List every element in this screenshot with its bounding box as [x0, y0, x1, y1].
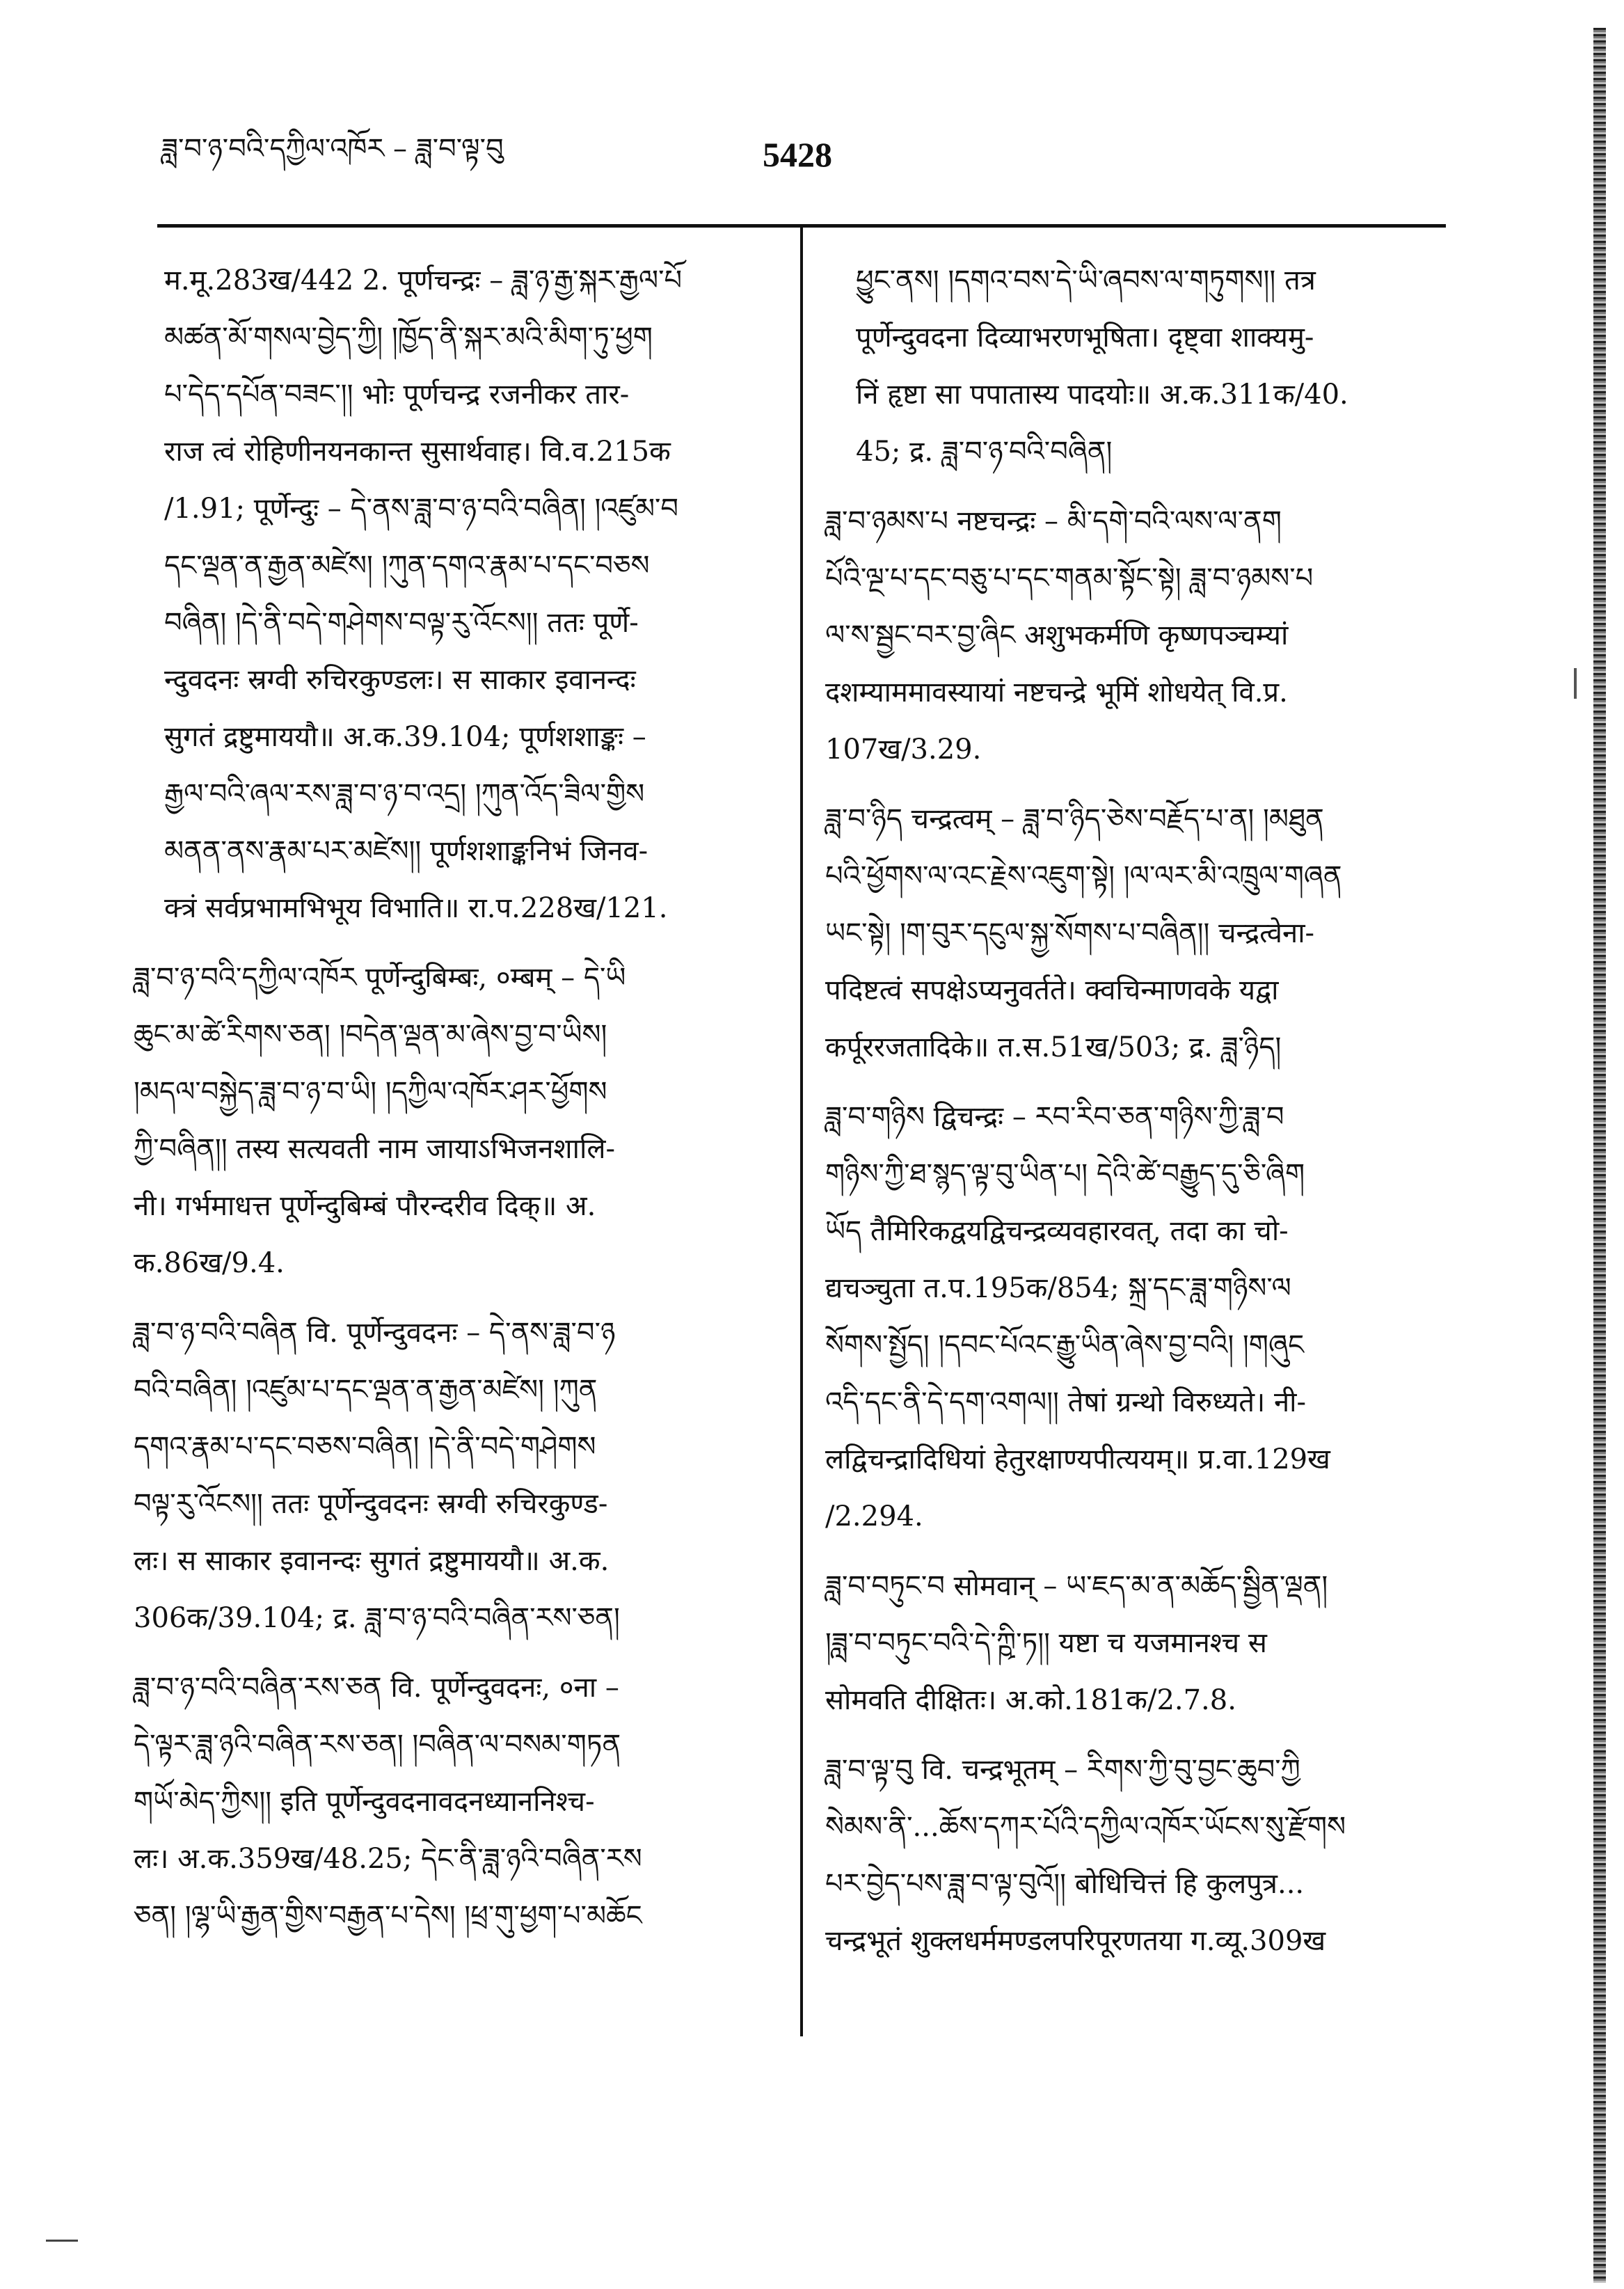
entry-line: /2.294.: [825, 1500, 923, 1532]
dictionary-entry: [825, 493, 1457, 778]
entry-line: ཟླ་བ་ཉ་བའི་བཞིན वि. पूर्णेन्दुवदनः – དེ་ནས་ཟླ་བ་ཉ: [134, 1317, 616, 1349]
entry-line: སོགས་སྤྱོད། །དབང་པོའང་རྒྱུ་ཡིན་ཞེས་བྱ་བའི། །གཞུང: [825, 1329, 1305, 1361]
page-number: 5428: [763, 135, 832, 174]
entry-line: པར་བྱེད་པས་ཟླ་བ་ལྟ་བུའོ།། बोधिचित्तं हि कुलपुत्र...: [825, 1868, 1305, 1900]
entry-line: ཟླ་བ་ཉམས་པ नष्टचन्द्रः – མི་དགེ་བའི་ལས་ལ་ནག: [825, 505, 1282, 537]
entry-line: དེ་ལྟར་ཟླ་ཉའི་བཞིན་རས་ཅན། །བཞིན་ལ་བསམ་གཏན: [134, 1729, 621, 1761]
entry-line: पदिष्टत्वं सपक्षेऽप्यनुवर्तते। क्वचिन्माणवके यद्वा: [825, 974, 1279, 1006]
entry-line: རྒྱལ་བའི་ཞལ་རས་ཟླ་བ་ཉ་བ་འདྲ། །ཀུན་འོད་ཟིལ་གྱིས: [164, 778, 645, 810]
entry-line: क्त्रं सर्वप्रभामभिभूय विभाति॥ रा.प.228ख/121.: [164, 892, 668, 924]
left-column: [134, 252, 772, 1957]
entry-line: लद्विचन्द्रादिधियां हेतुरक्षाण्यपीत्ययम्॥ प्र.वा.129ख: [825, 1443, 1330, 1475]
entry-line: ཟླ་བ་ཉ་བའི་དཀྱིལ་འཁོར पूर्णेन्दुबिम्बः, ०म्बम् – དེ་ཡི: [134, 962, 626, 994]
entry-line: ཟླ་བ་བཏུང་བ सोमवान् – ཡ་ཇད་མ་ན་མཆོད་སྦྱིན་ལྡན།: [825, 1570, 1328, 1602]
entry-line: कर्पूररजतादिके॥ त.स.51ख/503; द्र. ཟླ་ཉིད།: [825, 1031, 1282, 1063]
entry-line: राज त्वं रोहिणीनयनकान्त सुसार्थवाह। वि.व.215क: [164, 436, 671, 468]
entry-line: सोमवति दीक्षितः। अ.को.181क/2.7.8.: [825, 1684, 1236, 1716]
entry-line: སེམས་ནི་...ཆོས་དཀར་པོའི་དཀྱིལ་འཁོར་ཡོངས་སུ་རྫོགས: [825, 1811, 1346, 1843]
entry-line: མནན་ནས་རྣམ་པར་མཛེས།། पूर्णशशाङ्कनिभं जिनव-: [164, 835, 648, 867]
entry-line: གཉིས་ཀྱི་ཐ་སྙད་ལྟ་བུ་ཡིན་པ། དེའི་ཚེ་བརྒྱུད་དུ་ཅི་ཞིག: [825, 1158, 1305, 1190]
entry-line: ཟླ་བ་ཉ་བའི་བཞིན་རས་ཅན वि. पूर्णेन्दुवदनः, ०ना –: [134, 1672, 619, 1704]
entry-line: ཆུང་མ་ཚེ་རིགས་ཅན། །བདེན་ལྡན་མ་ཞེས་བྱ་བ་ཡིས།: [134, 1019, 607, 1051]
dictionary-entry: [825, 791, 1457, 1076]
entry-line: ལ་ས་སྦྱང་བར་བྱ་ཞིང अशुभकर्मणि कृष्णपञ्चम्यां: [825, 619, 1289, 651]
dictionary-entry: [825, 252, 1457, 480]
scanned-page-edge: [1593, 28, 1606, 2283]
entry-line: चन्द्रभूतं शुक्लधर्ममण्डलपरिपूरणतया ग.व्यू.309ख: [825, 1925, 1326, 1957]
entry-line: लः। स साकार इवानन्दः सुगतं द्रष्टुमाययौ॥ अ.क.: [134, 1545, 610, 1577]
entry-line: नी। गर्भमाधत्त पूर्णेन्दुबिम्बं पौरन्दरीव दिक्॥ अ.: [134, 1190, 596, 1222]
dictionary-entry: [134, 1304, 772, 1647]
entry-line: 306क/39.104; द्र. ཟླ་བ་ཉ་བའི་བཞིན་རས་ཅན།: [134, 1602, 620, 1634]
entry-line: ཡང་སྟེ། །ག་བུར་དངུལ་སྐྱ་སོགས་པ་བཞིན།། चन्द्रत्वेना-: [825, 917, 1315, 949]
dictionary-entry: [134, 252, 772, 937]
entry-line: དང་ལྡན་ན་རྒྱན་མཛེས། །ཀུན་དགའ་རྣམ་པ་དང་བཅས: [164, 550, 650, 582]
entry-line: 107ख/3.29.: [825, 734, 982, 766]
entry-line: ཟླ་བ་གཉིས द्विचन्द्रः – རབ་རིབ་ཅན་གཉིས་ཀྱི་ཟླ་བ: [825, 1101, 1284, 1133]
entry-line: པ་དེད་དཔོན་བཟང་།། भोः पूर्णचन्द्र रजनीकर तार-: [164, 379, 630, 411]
dictionary-entry: [825, 1558, 1457, 1729]
entry-line: म.मू.283ख/442 2. पूर्णचन्द्रः – ཟླ་ཉ་རྒྱ་སྐར་རྒྱལ་པོ: [164, 264, 683, 296]
scan-mark: [46, 2240, 78, 2242]
entry-line: ཟླ་བ་ལྟ་བུ वि. चन्द्रभूतम् – རིགས་ཀྱི་བུ་བྱང་ཆུབ་ཀྱི: [825, 1754, 1300, 1786]
dictionary-entry: [134, 1659, 772, 1945]
entry-line: /1.91; पूर्णेन्दुः – དེ་ནས་ཟླ་བ་ཉ་བའི་བཞིན། །འཛུམ་བ: [164, 493, 679, 525]
entry-line: ཟླ་བ་ཉིད चन्द्रत्वम् – ཟླ་བ་ཉིད་ཅེས་བརྗོད་པ་ན། །མཐུན: [825, 803, 1324, 835]
entry-line: पूर्णेन्दुवदना दिव्याभरणभूषिता। दृष्ट्वा शाक्यमु-: [856, 322, 1314, 354]
entry-line: 45; द्र. ཟླ་བ་ཉ་བའི་བཞིན།: [856, 436, 1113, 468]
entry-line: གཡོ་མེད་ཀྱིས།། इति पूर्णेन्दुवदनावदनध्याननिश्च-: [134, 1786, 595, 1818]
entry-line: བལྟ་རུ་འོངས།། ततः पूर्णेन्दुवदनः स्रग्वी रुचिरकुण्ड-: [134, 1488, 608, 1520]
entry-line: लः। अ.क.359ख/48.25; དེང་ནི་ཟླ་ཉའི་བཞིན་རས: [134, 1843, 642, 1875]
entry-line: न्दुवदनः स्रग्वी रुचिरकुण्डलः। स साकार इवानन्दः: [164, 664, 636, 696]
entry-line: सुगतं द्रष्टुमाययौ॥ अ.क.39.104; पूर्णशशाङ्कः –: [164, 721, 646, 753]
entry-line: པའི་ཕྱོགས་ལ་འང་རྗེས་འཇུག་སྟེ། །ལ་ལར་མི་འཁྲུལ་གཞན: [825, 860, 1342, 892]
dictionary-entry: [825, 1088, 1457, 1545]
entry-line: བའི་བཞིན། །འཛུམ་པ་དང་ལྡན་ན་རྒྱན་མཛེས། །ཀུན: [134, 1374, 598, 1406]
dictionary-entry: [825, 1741, 1457, 1970]
edge-mark: [1574, 668, 1577, 699]
entry-line: निं हृष्टा सा पपातास्य पादयोः॥ अ.क.311क/40.: [856, 379, 1348, 411]
entry-line: द्यचञ्चुता त.प.195क/854; སྐྲ་དང་ཟླ་གཉིས་ལ: [825, 1272, 1291, 1304]
entry-line: བཞིན། །དེ་ནི་བདེ་གཤེགས་བལྟ་རུ་འོངས།། ततः पूर्णे-: [164, 607, 639, 639]
entry-line: དགའ་རྣམ་པ་དང་བཅས་བཞིན། །དེ་ནི་བདེ་གཤེགས: [134, 1431, 596, 1463]
entry-line: །ཟླ་བ་བཏུང་བའི་དེ་ཀྵི་ཏ།། यष्टा च यजमानश्च स: [825, 1627, 1267, 1659]
column-divider: [800, 227, 803, 2036]
entry-line: པོའི་ལྔ་པ་དང་བཅུ་པ་དང་གནམ་སྟོང་སྟེ། ཟླ་བ་ཉམས་པ: [825, 562, 1314, 594]
entry-line: ཕྱུང་ནས། །དགའ་བས་དེ་ཡི་ཞབས་ལ་གཏུགས།། तत्र: [856, 264, 1316, 296]
entry-line: མཚན་མོ་གསལ་བྱེད་ཀྱི། །ཁྱོད་ནི་སྐར་མའི་མིག་ཏུ་ཕྱག: [164, 322, 653, 354]
entry-line: ཅན། །ལྷ་ཡི་རྒྱན་གྱིས་བརྒྱན་པ་དེས། །ཕྲ་གུ་ཕྱག་པ་མཆོང: [134, 1900, 642, 1932]
entry-line: ཀྱི་བཞིན།། तस्य सत्यवती नाम जायाऽभिजनशालि-: [134, 1133, 615, 1165]
running-head: ཟླ་བ་ཉ་བའི་དཀྱིལ་འཁོར – ཟླ་བ་ལྟ་བུ: [161, 133, 504, 165]
entry-line: །མདལ་བསྐྱེད་ཟླ་བ་ཉ་བ་ཡི། །དཀྱིལ་འཁོར་ཤར་ཕྱོགས: [134, 1076, 607, 1108]
dictionary-entry: [134, 949, 772, 1292]
entry-line: ཡོད तैमिरिकद्वयद्विचन्द्रव्यवहारवत्, तदा का चो-: [825, 1215, 1289, 1247]
entry-line: दशम्याममावस्यायां नष्टचन्द्रे भूमिं शोधयेत् वि.प्र.: [825, 676, 1288, 708]
entry-line: क.86ख/9.4.: [134, 1247, 285, 1279]
entry-line: འདི་དང་ནི་དེ་དག་འགལ།། तेषां ग्रन्थो विरुध्यते। नी-: [825, 1386, 1307, 1418]
right-column: [825, 252, 1457, 1982]
